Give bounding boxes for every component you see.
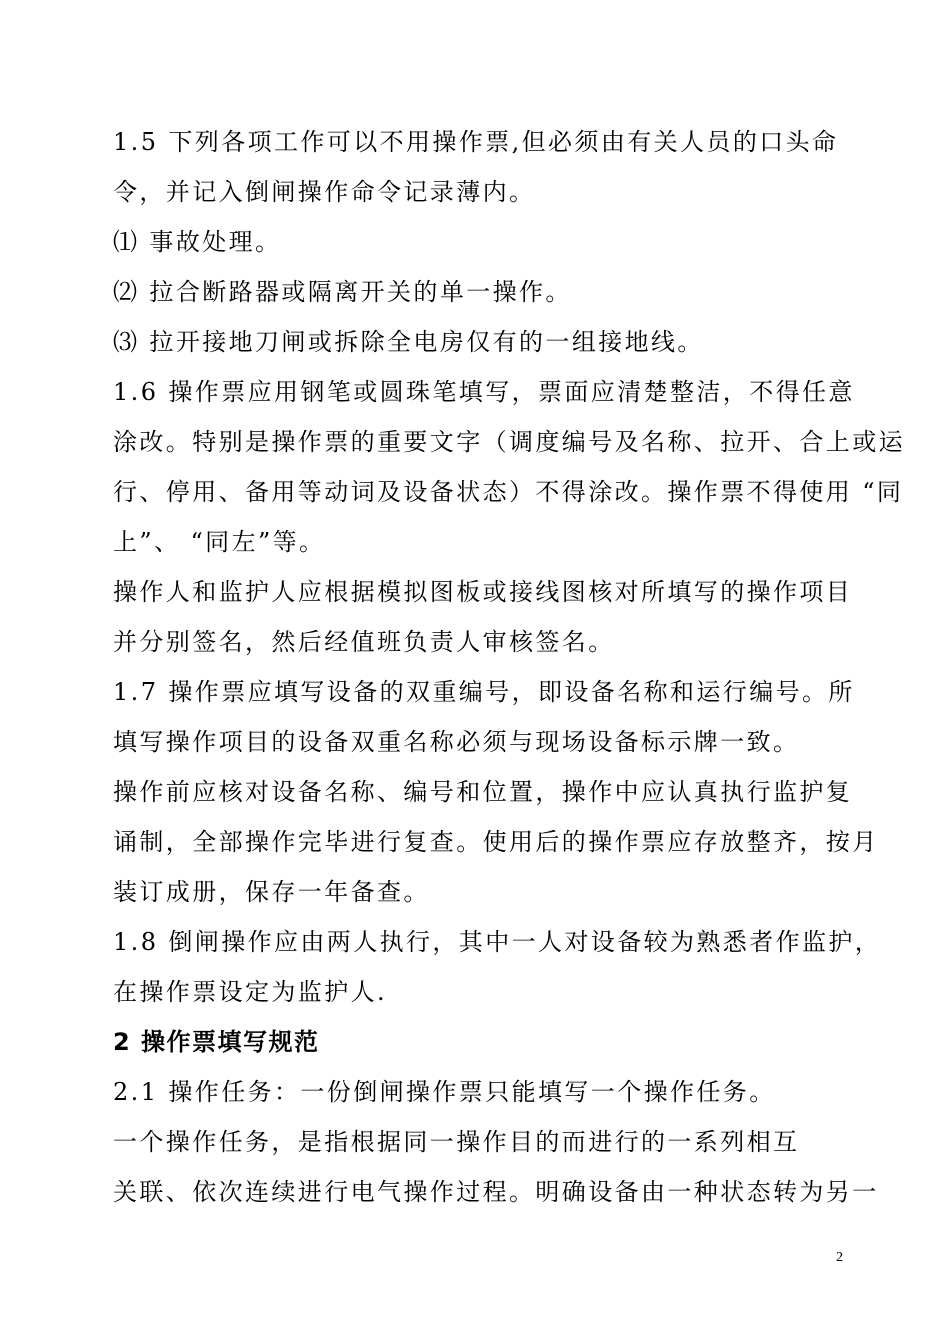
text-line: ⑵ 拉合断路器或隔离开关的单一操作。 xyxy=(113,278,572,306)
text-line: 1.6 操作票应用钢笔或圆珠笔填写，票面应清楚整洁，不得任意 xyxy=(113,378,855,406)
page-number: 2 xyxy=(836,1250,843,1265)
text-line: 1.8 倒闸操作应由两人执行，其中一人对设备较为熟悉者作监护， xyxy=(113,928,882,956)
text-line: 装订成册，保存一年备查。 xyxy=(113,878,430,906)
text-line: 并分别签名，然后经值班负责人审核签名。 xyxy=(113,628,615,656)
text-line: 在操作票设定为监护人. xyxy=(113,978,388,1006)
text-line: 行、停用、备用等动词及设备状态）不得涂改。操作票不得使用 “同 xyxy=(113,478,904,506)
section-heading: 2 操作票填写规范 xyxy=(113,1028,320,1056)
text-line: 操作前应核对设备名称、编号和位置，操作中应认真执行监护复 xyxy=(113,778,853,806)
text-line: 2.1 操作任务：一份倒闸操作票只能填写一个操作任务。 xyxy=(113,1078,776,1106)
text-line: 填写操作项目的设备双重名称必须与现场设备标示牌一致。 xyxy=(113,728,800,756)
text-line: 一个操作任务，是指根据同一操作目的而进行的一系列相互 xyxy=(113,1128,800,1156)
text-line: 涂改。特别是操作票的重要文字（调度编号及名称、拉开、合上或运 xyxy=(113,428,905,456)
text-line: ⑶ 拉开接地刀闸或拆除全电房仅有的一组接地线。 xyxy=(113,328,704,356)
text-line: ⑴ 事故处理。 xyxy=(113,228,282,256)
text-line: 诵制，全部操作完毕进行复查。使用后的操作票应存放整齐，按月 xyxy=(113,828,879,856)
text-line: 令，并记入倒闸操作命令记录薄内。 xyxy=(113,178,536,206)
text-line: 1.7 操作票应填写设备的双重编号，即设备名称和运行编号。所 xyxy=(113,678,855,706)
text-line: 操作人和监护人应根据模拟图板或接线图核对所填写的操作项目 xyxy=(113,578,853,606)
text-line: 关联、依次连续进行电气操作过程。明确设备由一种状态转为另一 xyxy=(113,1178,879,1206)
text-line: 上”、 “同左”等。 xyxy=(113,528,326,556)
text-line: 1.5 下列各项工作可以不用操作票,但必须由有关人员的口头命 xyxy=(113,128,839,156)
